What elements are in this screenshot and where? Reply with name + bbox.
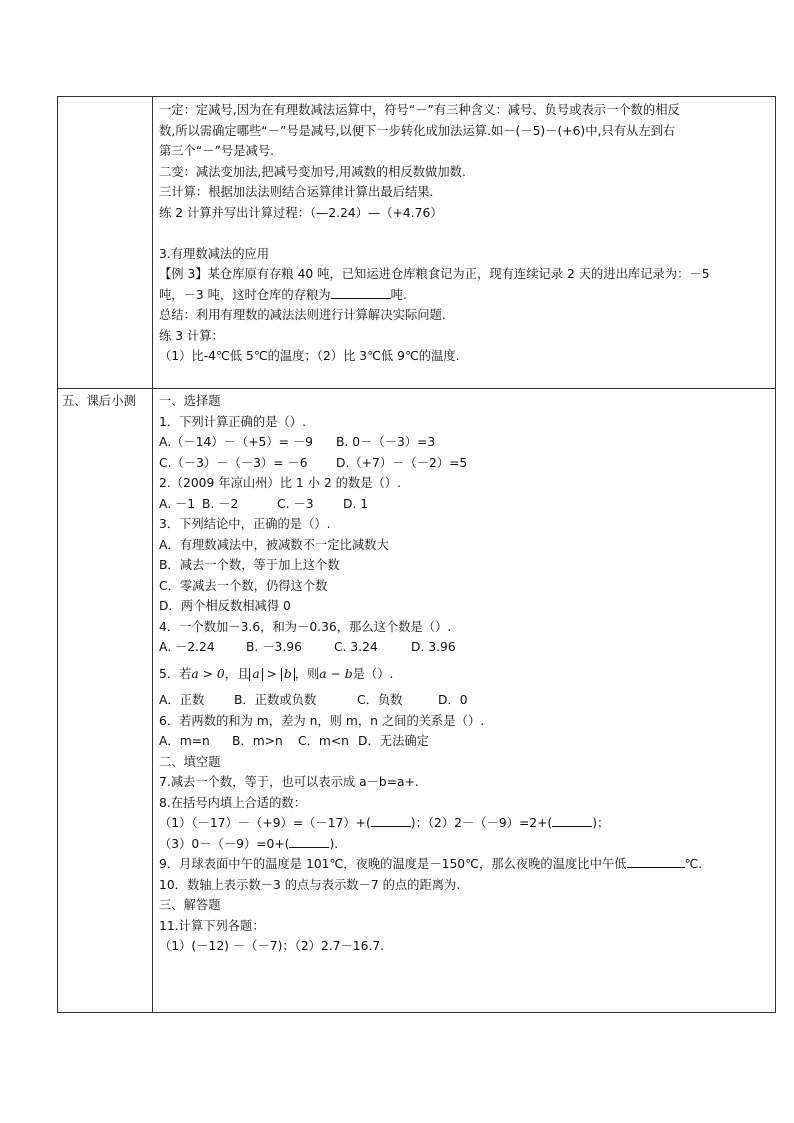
option: C．零减去一个数，仍得这个数	[159, 578, 328, 593]
options-row: A．正数 B．正数或负数 C．负数 D．0	[159, 693, 468, 707]
answer-blank[interactable]	[331, 285, 391, 299]
section-heading: 3.有理数减法的应用	[159, 246, 270, 261]
quiz-cell	[159, 391, 769, 957]
practice-2: 练 2 计算并写出计算过程：（—2.24）—（+4.76）	[159, 205, 443, 220]
summary: 总结：利用有理数的减法法则进行计算解决实际问题.	[159, 308, 446, 322]
answer-blank[interactable]	[289, 834, 329, 848]
question-7: 7.减去一个数，等于，也可以表示成 a－b=a+.	[159, 775, 419, 789]
upper-cell	[159, 100, 769, 367]
question-8-line2: （3）0－（－9）=0+( ).	[159, 834, 769, 855]
section-heading: 二、填空题	[159, 754, 221, 769]
text-line: 数,所以需确定哪些“－”号是减号,以便下一步转化成加法运算.如－(－5)－(+6)中,只有从左到右	[159, 123, 676, 138]
practice-3-items: （1）比-4℃低 5℃的温度；（2）比 3℃低 9℃的温度.	[159, 349, 460, 363]
question-4: 4．一个数加－3.6，和为－0.36，那么这个数是（）.	[159, 619, 452, 634]
options-row: C.（－3）－（－3）= －6 D.（+7）－（－2）=5	[159, 455, 468, 470]
options-row: A. －1 B. －2 C. －3 D. 1	[159, 496, 369, 511]
question-11-items: （1）(－12) －（－7)；（2）2.7－16.7.	[159, 939, 385, 953]
column-divider	[152, 97, 153, 1012]
question-11: 11.计算下列各题：	[159, 918, 265, 933]
question-2: 2.（2009 年凉山州）比 1 小 2 的数是（）.	[159, 476, 401, 490]
question-8-line1: （1）（－17）－（+9）=（－17）+( )；（2）2－（－9）=2+( )；	[159, 813, 769, 834]
section-heading: 三、解答题	[159, 898, 221, 912]
text-line: 一定：定减号,因为在有理数减法运算中，符号“－”有三种含义：减号、负号或表示一个数的相反	[159, 103, 680, 117]
section-label: 五、课后小测	[62, 394, 136, 408]
example-3-line1: 【例 3】某仓库原有存粮 40 吨，已知运进仓库粮食记为正，现有连续记录 2 天的进出库记录为：－5	[159, 267, 710, 281]
options-row: A.（－14）－（+5）= －9 B. 0－（－3）=3	[159, 435, 436, 449]
row-divider	[58, 388, 775, 389]
question-6: 6．若两数的和为 m，差为 n，则 m，n 之间的关系是（）.	[159, 713, 485, 728]
option: A．有理数减法中，被减数不一定比减数大	[159, 537, 389, 552]
question-8: 8.在括号内填上合适的数：	[159, 795, 306, 810]
section-heading: 一、选择题	[159, 394, 221, 408]
options-row: A. －2.24 B. －3.96 C. 3.24 D. 3.96	[159, 640, 456, 654]
text-line: 二变：减法变加法,把减号变加号,用减数的相反数做加数.	[159, 164, 466, 179]
question-3: 3．下列结论中，正确的是（）.	[159, 517, 331, 531]
practice-3-title: 练 3 计算：	[159, 328, 224, 343]
answer-blank[interactable]	[627, 854, 685, 868]
options-row: A．m=n B．m>n C．m<n D．无法确定	[159, 734, 429, 748]
text-line: 第三个“－”号是减号.	[159, 144, 275, 158]
example-3-line2: 吨，－3 吨，这时仓库的存粮为 吨.	[159, 285, 769, 306]
option: D．两个相反数相减得 0	[159, 599, 291, 613]
option: B．减去一个数，等于加上这个数	[159, 558, 340, 572]
question-10: 10．数轴上表示数－3 的点与表示数－7 的点的距离为.	[159, 877, 461, 892]
answer-blank[interactable]	[552, 813, 592, 827]
question-1: 1．下列计算正确的是（）.	[159, 414, 306, 429]
lesson-table	[57, 96, 776, 1013]
question-5: 5．若a > 0，且 a > b ，则a − b是（）.	[159, 666, 394, 681]
question-9: 9．月球表面中午的温度是 101℃，夜晚的温度是－150℃，那么夜晚的温度比中午低 ℃.	[159, 854, 769, 875]
text-line: 三计算：根据加法法则结合运算律计算出最后结果.	[159, 185, 434, 199]
answer-blank[interactable]	[371, 813, 411, 827]
